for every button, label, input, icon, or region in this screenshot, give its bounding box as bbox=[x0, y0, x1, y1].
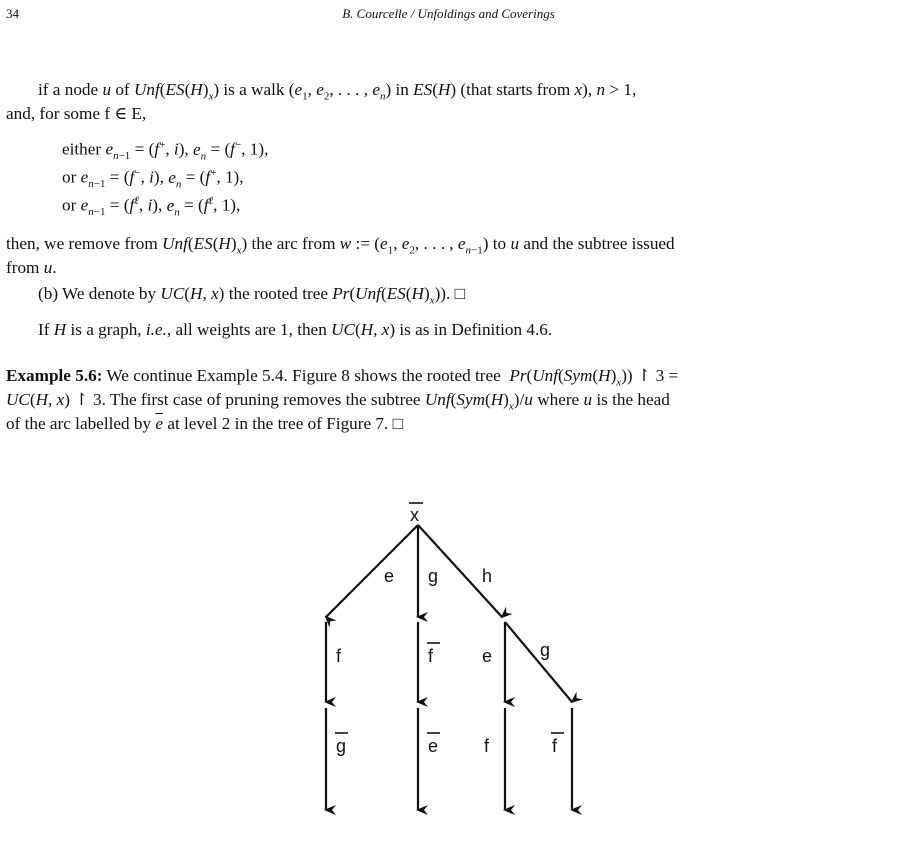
case-or-2: or $e_{n-1} = (f^\ell$, i), $e_n = (f^\ell$, 1), bbox=[62, 195, 241, 219]
edge-label-f-left: f bbox=[336, 646, 342, 666]
example-5-6: Example 5.6: We continue Example 5.4. Figure 8 shows the rooted tree $Pr(Unf(Sym(H)_x))$ ↾ 3 = bbox=[6, 366, 679, 389]
edge-label-f-low: f bbox=[484, 736, 490, 756]
case-or-1: or $e_{n-1} = (f^-$, i), $e_n = (f^+$, 1), bbox=[62, 167, 244, 191]
edge-label-e: e bbox=[384, 566, 395, 586]
arc-g-right-level2 bbox=[505, 622, 572, 702]
paragraph-removal-cont: from u. bbox=[6, 258, 57, 277]
edge-label-g-right: g bbox=[540, 640, 551, 660]
arc-e-level1 bbox=[326, 525, 418, 617]
edge-label-fbar-low: f bbox=[552, 736, 558, 756]
page-number: 34 bbox=[6, 6, 19, 21]
running-title: B. Courcelle / Unfoldings and Coverings bbox=[342, 6, 555, 21]
example-5-6-line2: UC(H, x) ↾ 3. The first case of pruning removes the subtree $Unf(Sym(H)_x)/u$ where u is the head bbox=[6, 390, 670, 413]
root-label-x: x bbox=[410, 505, 419, 525]
paragraph-b-definition: (b) We denote by UC(H, x) the rooted tree $Pr(Unf(ES(H)_x))$. □ bbox=[38, 284, 465, 307]
edge-label-fbar-mid: f bbox=[428, 646, 434, 666]
paragraph-walk-condition-cont: and, for some f ∈ E, bbox=[6, 104, 147, 123]
edge-label-e-right: e bbox=[482, 646, 493, 666]
example-5-6-line3: of the arc labelled by $\overline{e}$ at level 2 in the tree of Figure 7. □ bbox=[6, 414, 403, 433]
edge-label-h: h bbox=[482, 566, 493, 586]
paragraph-removal: then, we remove from $Unf(ES(H)_x)$ the arc from w := ($e_1$, $e_2$, . . . , $e_{n-1}$) to u and the subtree issued bbox=[6, 234, 675, 257]
edge-label-g: g bbox=[428, 566, 439, 586]
case-either: either $e_{n-1} = (f^+$, i), $e_n = (f^-$, 1), bbox=[62, 139, 269, 163]
paragraph-graph-case: If H is a graph, i.e., all weights are 1, then UC(H, x) is as in Definition 4.6. bbox=[38, 320, 553, 339]
paragraph-walk-condition: if a node u of $Unf(ES(H)_x)$ is a walk ($e_1$, $e_2$, . . . , $e_n$) in ES(H) (that starts from x), n > 1, bbox=[38, 80, 637, 103]
example-label: Example 5.6: bbox=[6, 366, 103, 385]
edge-label-ebar: e bbox=[428, 736, 439, 756]
edge-label-gbar: g bbox=[336, 736, 347, 756]
